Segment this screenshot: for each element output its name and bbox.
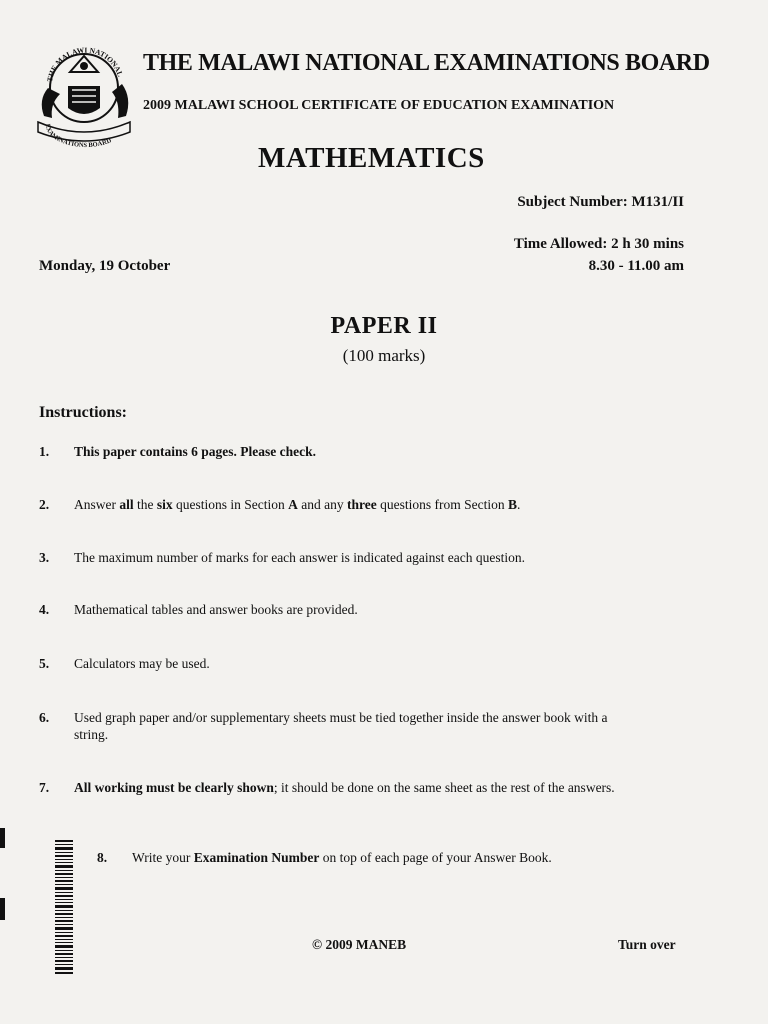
paper-title: PAPER II [330,313,438,339]
instruction-text-run: Calculators may be used. [74,656,210,671]
instruction-number: 6. [39,710,50,725]
exam-subtitle: 2009 MALAWI SCHOOL CERTIFICATE OF EDUCATION EXAMINATION [143,98,615,113]
instruction-text-bold: This paper contains 6 pages. Please check. [74,444,317,459]
instruction-text-run: and any [297,497,348,512]
turn-over-note: Turn over [618,937,676,952]
instruction-text-bold: three [347,497,377,512]
instruction-text-run: Mathematical tables and answer books are provided. [74,602,358,617]
instruction-text-bold: B [508,497,518,512]
instruction-text-run: questions in Section [172,497,289,512]
instruction-text [74,709,634,743]
instruction-text-bold: A [288,497,298,512]
instruction-text-run: Answer [74,497,120,512]
instruction-text-bold: all [119,497,134,512]
instruction-number: 2. [39,497,50,512]
instruction-number: 5. [39,656,50,671]
instruction-text-run: on top of each page of your Answer Book. [319,850,552,865]
instruction-text-run: . [517,497,521,512]
instruction-text [74,443,634,460]
instruction-text-run: the [133,497,157,512]
instruction-text-run: The maximum number of marks for each answer is indicated against each question. [74,550,525,565]
scan-edge-mark [0,898,5,920]
subject-title: MATHEMATICS [258,142,485,174]
instruction-text-bold: six [156,497,173,512]
instruction-text-run: questions from Section [376,497,509,512]
instruction-text [74,655,634,672]
instruction-text [74,549,634,566]
instruction-number: 4. [39,602,50,617]
maneb-crest-logo [30,38,138,148]
instruction-number: 3. [39,550,50,565]
instruction-text-run: Write your [132,850,194,865]
board-title: THE MALAWI NATIONAL EXAMINATIONS BOARD [143,50,710,76]
instructions-heading: Instructions: [39,404,128,421]
subject-number: Subject Number: M131/II [517,194,684,210]
instruction-text-run: ; it should be done on the same sheet as the rest of the answers. [273,780,615,795]
exam-date: Monday, 19 October [39,258,171,274]
logo-text-bottom: EXAMINATIONS BOARD [43,123,113,148]
instruction-text-bold: Examination Number [193,850,320,865]
instruction-number: 7. [39,780,50,795]
instruction-text-bold: All working must be clearly shown [74,780,274,795]
instruction-text [74,779,634,796]
scan-edge-mark [0,828,5,848]
instruction-text [74,496,634,513]
instruction-text [132,849,692,866]
time-range: 8.30 - 11.00 am [588,258,684,274]
instruction-text [74,601,634,618]
instruction-number: 1. [39,444,50,459]
copyright: © 2009 MANEB [312,937,407,952]
barcode [55,840,73,974]
instruction-text-run: Used graph paper and/or supplementary sheets must be tied together inside the answer book with a string. [74,710,608,742]
logo-text-top: THE MALAWI NATIONAL [45,45,125,83]
instruction-number: 8. [97,850,108,865]
time-allowed: Time Allowed: 2 h 30 mins [513,236,684,252]
paper-marks: (100 marks) [342,346,426,365]
